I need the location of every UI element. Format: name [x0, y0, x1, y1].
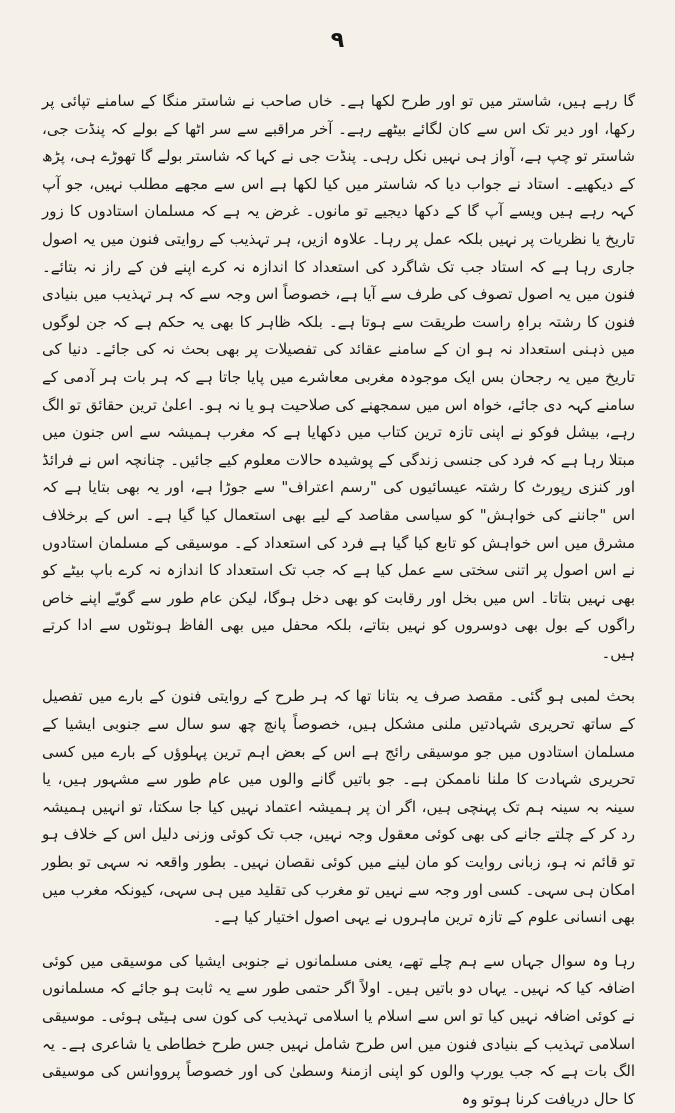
paragraph-1: گا رہے ہیں، شاستر میں تو اور طرح لکھا ہے۔ خاں صاحب نے شاستر منگا کے سامنے تپائی پر رکھا، اور دیر تک اس سے کان لگائے بیٹھے رہے۔ آخر مراقبے سے سر اٹھا کے بولے کہ پنڈت جی، شاستر تو چپ ہے، آواز ہی نہیں نکل رہی۔ پنڈت جی نے کہا کہ شاستر بولے گا تھوڑے ہی، پڑھ کے دیکھیے۔ استاد نے جواب دیا کہ شاستر میں کیا لکھا ہے اس سے مجھے مطلب نہیں، جو آپ کہہ رہے ہیں ویسے آپ گا کے دکھا دیجیے تو مانوں۔ غرض یہ ہے کہ مسلمان استادوں کا زور تاریخ یا نظریات پر نہیں بلکہ عمل پر رہا۔ علاوہ ازیں، ہر تہذیب کے روایتی فنون میں یہ اصول جاری رہا ہے کہ استاد جب تک شاگرد کی استعداد کا اندازہ نہ کرے اپنے فن کے راز نہ بتائے۔ فنون میں یہ اصول تصوف کی طرف سے آیا ہے، خصوصاً اس وجہ سے کہ ہر تہذیب میں بنیادی فنون کا رشتہ براہِ راست طریقت سے ہوتا ہے۔ بلکہ ظاہر کا بھی یہ حکم ہے کہ جن لوگوں میں ذہنی استعداد نہ ہو ان کے سامنے عقائد کی تفصیلات پر بھی بحث نہ کی جائے۔ دنیا کی تاریخ میں یہ رجحان بس ایک موجودہ مغربی معاشرے میں پایا جاتا ہے کہ ہر بات ہر آدمی کے سامنے کہہ دی جائے، خواہ اس میں سمجھنے کی صلاحیت ہو یا نہ ہو۔ اعلیٰ ترین حقائق تو الگ رہے، بیشل فوکو نے اپنی تازہ ترین کتاب میں دکھایا ہے کہ مغرب ہمیشہ سے اس جنون میں مبتلا رہا ہے کہ فرد کی جنسی زندگی کے پوشیدہ حالات معلوم کیے جائیں۔ چنانچہ اس نے فرائڈ اور کنزی رپورٹ کا رشتہ عیسائیوں کی "رسم اعتراف" سے جوڑا ہے، اور یہ بھی بتایا ہے کہ اس "جاننے کی خواہش" کو سیاسی مقاصد کے لیے بھی استعمال کیا گیا ہے۔ اس کے برخلاف مشرق میں اس خواہش کو تابع کیا گیا ہے فرد کی استعداد کے۔ موسیقی کے مسلمان استادوں نے اس اصول پر اتنی سختی سے عمل کیا ہے کہ جب تک استعداد کا اندازہ نہ کرے باپ بیٹے کو بھی نہیں بتاتا۔ اس میں بخل اور رقابت کو بھی دخل ہوگا، لیکن عام طور سے گویّے اپنے خاص راگوں کے بول بھی دوسروں کو نہیں بتاتے، بلکہ محفل میں بھی الفاظ ہونٹوں سے ادا کرتے ہیں۔: [42, 92, 635, 662]
paragraph-3: رہا وہ سوال جہاں سے ہم چلے تھے، یعنی مسلمانوں نے جنوبی ایشیا کی موسیقی میں کوئی اضافہ کیا کہ نہیں۔ یہاں دو باتیں ہیں۔ اولاً اگر حتمی طور سے یہ ثابت ہو جائے کہ مسلمانوں نے کوئی اضافہ نہیں کیا تو اس سے اسلام یا اسلامی تہذیب کی کون سی ہیٹی ہوئی۔ موسیقی اسلامی تہذیب کے بنیادی فنون میں اس طرح شامل نہیں جس طرح خطاطی یا شاعری ہے۔ یہ الگ بات ہے کہ جب یورپ والوں کو اپنی ازمنۂ وسطیٰ کی اور خصوصاً پرووانس کی موسیقی کا حال دریافت کرنا ہوتو وہ: [42, 951, 635, 1108]
paragraph-2: بحث لمبی ہو گئی۔ مقصد صرف یہ بتانا تھا کہ ہر طرح کے روایتی فنون کے بارے میں تفصیل کے ساتھ تحریری شہادتیں ملنی مشکل ہیں، خصوصاً پانچ چھ سو سال سے جنوبی ایشیا کے مسلمان استادوں میں جو موسیقی رائج ہے اس کے بعض اہم ترین پہلوؤں کے بارے میں کسی تحریری شہادت کا ملنا ناممکن ہے۔ جو باتیں گانے والوں میں عام طور سے مشہور ہیں، یا سینہ بہ سینہ ہم تک پہنچی ہیں، اگر ان پر ہمیشہ اعتماد نہیں کیا جا سکتا، تو انہیں ہمیشہ رد کر کے چلتے جانے کی بھی کوئی معقول وجہ نہیں، جب تک کوئی وزنی دلیل اس کے خلاف ہو تو قائم نہ ہو، زبانی روایت کو مان لینے میں کوئی نقصان نہیں۔ بطور واقعہ نہ سہی تو بطور امکان ہی سہی۔ کسی اور وجہ سے نہیں تو مغرب کی تقلید میں ہی سہی، کیونکہ مغرب میں بھی انسانی علوم کے تازہ ترین ماہروں نے یہی اصول اختیار کیا ہے۔: [42, 687, 635, 927]
page-number: ۹: [330, 28, 345, 53]
page-body: [42, 88, 635, 1108]
